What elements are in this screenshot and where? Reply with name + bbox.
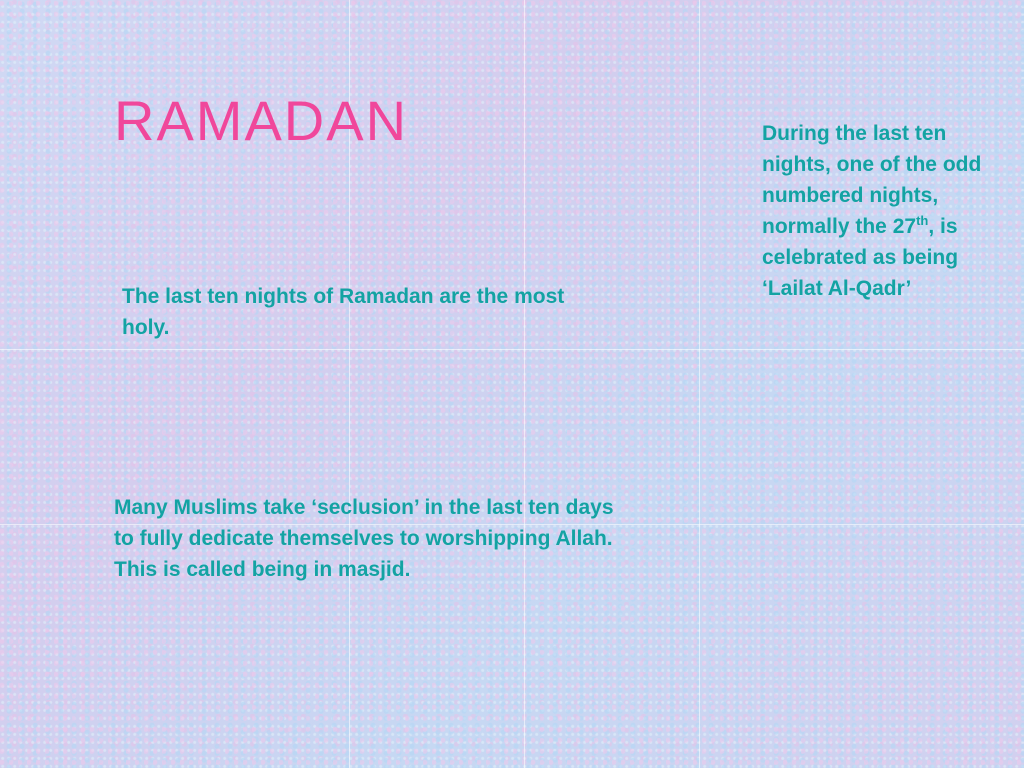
lailat-text-main: During the last ten nights, one of the odd numbered nights, normally the 27 [762, 122, 982, 238]
slide-title: RAMADAN [114, 89, 409, 152]
lailat-text-tail: , is celebrated as being ‘Lailat Al-Qadr’ [762, 215, 959, 300]
ordinal-suffix: th [916, 213, 929, 228]
lailat-al-qadr-text [762, 118, 1002, 304]
tile-seam [0, 349, 1024, 350]
intro-text: The last ten nights of Ramadan are the most holy. [122, 285, 565, 339]
tile-seam [699, 0, 700, 768]
tile-seam [524, 0, 525, 768]
seclusion-text: Many Muslims take ‘seclusion’ in the last ten days to fully dedicate themselves to worshipping Allah. This is called being in masjid. [114, 496, 614, 581]
